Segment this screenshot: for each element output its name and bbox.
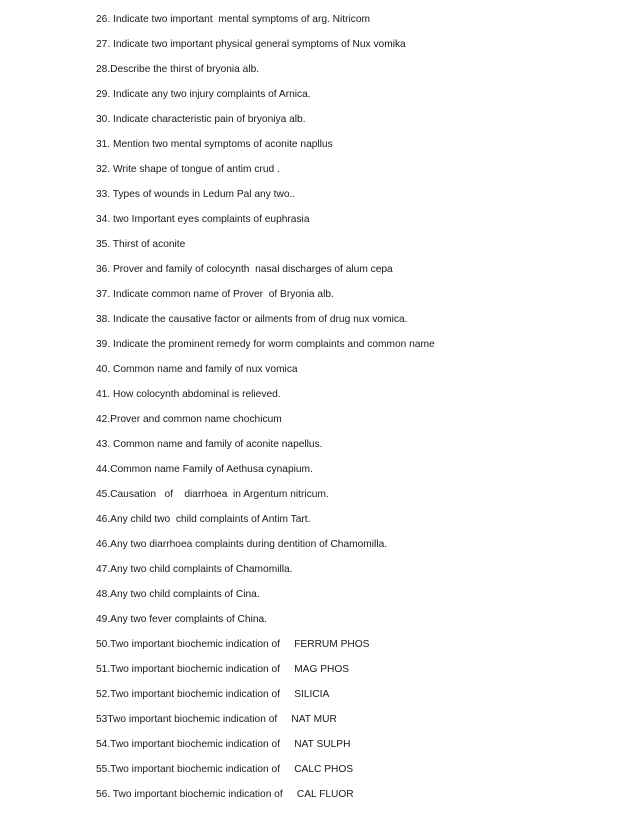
question-36: 36. Prover and family of colocynth nasal discharges of alum cepa bbox=[96, 264, 393, 275]
question-56: 56. Two important biochemic indication of CAL FLUOR bbox=[96, 789, 354, 800]
question-41: 41. How colocynth abdominal is relieved. bbox=[96, 389, 281, 400]
question-47: 47.Any two child complaints of Chamomilla. bbox=[96, 564, 293, 575]
question-48: 48.Any two child complaints of Cina. bbox=[96, 589, 260, 600]
question-54: 54.Two important biochemic indication of NAT SULPH bbox=[96, 739, 351, 750]
question-46b: 46.Any two diarrhoea complaints during dentition of Chamomilla. bbox=[96, 539, 388, 550]
question-50: 50.Two important biochemic indication of FERRUM PHOS bbox=[96, 639, 370, 650]
question-42: 42.Prover and common name chochicum bbox=[96, 414, 282, 425]
question-34: 34. two Important eyes complaints of euphrasia bbox=[96, 214, 310, 225]
question-44: 44.Common name Family of Aethusa cynapium. bbox=[96, 464, 313, 475]
question-27: 27. Indicate two important physical general symptoms of Nux vomika bbox=[96, 39, 406, 50]
question-32: 32. Write shape of tongue of antim crud . bbox=[96, 164, 280, 175]
question-35: 35. Thirst of aconite bbox=[96, 239, 186, 250]
question-29: 29. Indicate any two injury complaints of Arnica. bbox=[96, 89, 311, 100]
question-37: 37. Indicate common name of Prover of Bryonia alb. bbox=[96, 289, 334, 300]
question-33: 33. Types of wounds in Ledum Pal any two.. bbox=[96, 189, 296, 200]
question-31: 31. Mention two mental symptoms of aconite napllus bbox=[96, 139, 333, 150]
question-28: 28.Describe the thirst of bryonia alb. bbox=[96, 64, 260, 75]
question-46a: 46.Any child two child complaints of Antim Tart. bbox=[96, 514, 311, 525]
question-49: 49.Any two fever complaints of China. bbox=[96, 614, 268, 625]
question-30: 30. Indicate characteristic pain of bryoniya alb. bbox=[96, 114, 306, 125]
question-39: 39. Indicate the prominent remedy for worm complaints and common name bbox=[96, 339, 435, 350]
question-52: 52.Two important biochemic indication of SILICIA bbox=[96, 689, 330, 700]
question-38: 38. Indicate the causative factor or ailments from of drug nux vomica. bbox=[96, 314, 408, 325]
question-40: 40. Common name and family of nux vomica bbox=[96, 364, 298, 375]
question-53: 53Two important biochemic indication of NAT MUR bbox=[96, 714, 337, 725]
question-43: 43. Common name and family of aconite napellus. bbox=[96, 439, 323, 450]
question-51: 51.Two important biochemic indication of MAG PHOS bbox=[96, 664, 350, 675]
question-45: 45.Causation of diarrhoea in Argentum nitricum. bbox=[96, 489, 329, 500]
question-list bbox=[96, 11, 626, 811]
question-55: 55.Two important biochemic indication of CALC PHOS bbox=[96, 764, 354, 775]
question-26: 26. Indicate two important mental symptoms of arg. Nitricom bbox=[96, 14, 371, 25]
